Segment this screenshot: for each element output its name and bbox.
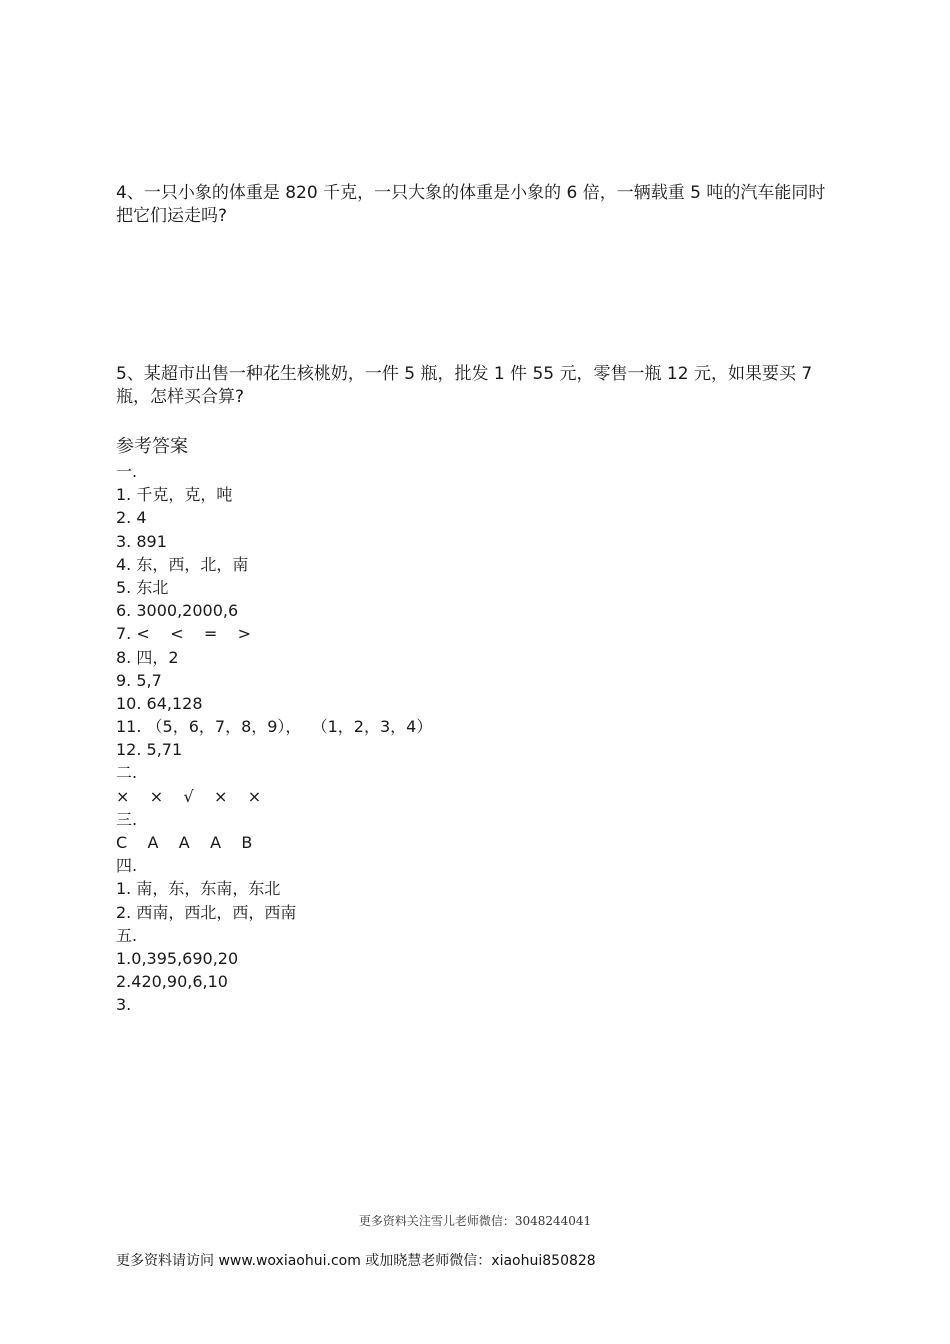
answer-line: 2.420,90,6,10 — [116, 972, 228, 992]
answer-line: 1. 南，东，东南，东北 — [116, 879, 281, 899]
answer-line: 12. 5,71 — [116, 740, 183, 760]
answer-list — [116, 460, 432, 1017]
answer-line: 5. 东北 — [116, 577, 169, 597]
answer-line: 五. — [116, 925, 138, 945]
answer-line: × × √ × × — [116, 786, 262, 806]
question-4: 4、一只小象的体重是 820 千克，一只大象的体重是小象的 6 倍，一辆载重 5 吨的汽车能同时把它们运走吗? — [116, 183, 826, 226]
answer-line: 一. — [116, 462, 138, 481]
answer-key-title: 参考答案 — [116, 436, 188, 457]
answer-line: 10. 64,128 — [116, 693, 203, 713]
answer-line: 3. 891 — [116, 531, 167, 551]
answer-line: 1. 千克，克，吨 — [116, 485, 233, 505]
answer-line: 二. — [116, 763, 138, 783]
answer-line: 1.0,395,690,20 — [116, 948, 239, 968]
footer-website-link: 更多资料请访问 www.woxiaohui.com 或加晓慧老师微信：xiaohui850828 — [116, 1253, 596, 1269]
answer-line: 四. — [116, 856, 138, 876]
answer-line: 11. （5，6，7，8，9）， （1，2，3，4） — [116, 717, 433, 737]
answer-line: 2. 西南，西北，西，西南 — [116, 902, 297, 922]
answer-line: C A A A B — [116, 833, 253, 852]
answer-line: 8. 四，2 — [116, 647, 179, 667]
answer-line: 7. < < = > — [116, 624, 252, 644]
answer-line: 3. — [116, 995, 132, 1015]
answer-line: 9. 5,7 — [116, 670, 162, 690]
answer-line: 2. 4 — [116, 508, 147, 528]
answer-line: 4. 东，西，北，南 — [116, 554, 249, 574]
answer-line: 6. 3000,2000,6 — [116, 601, 239, 621]
footer-wechat-note: 更多资料关注雪儿老师微信：3048244041 — [358, 1214, 592, 1228]
answer-line: 三. — [116, 809, 138, 829]
question-5: 5、某超市出售一种花生核桃奶，一件 5 瓶，批发 1 件 55 元，零售一瓶 12 元，如果要买 7 瓶，怎样买合算? — [116, 364, 813, 407]
